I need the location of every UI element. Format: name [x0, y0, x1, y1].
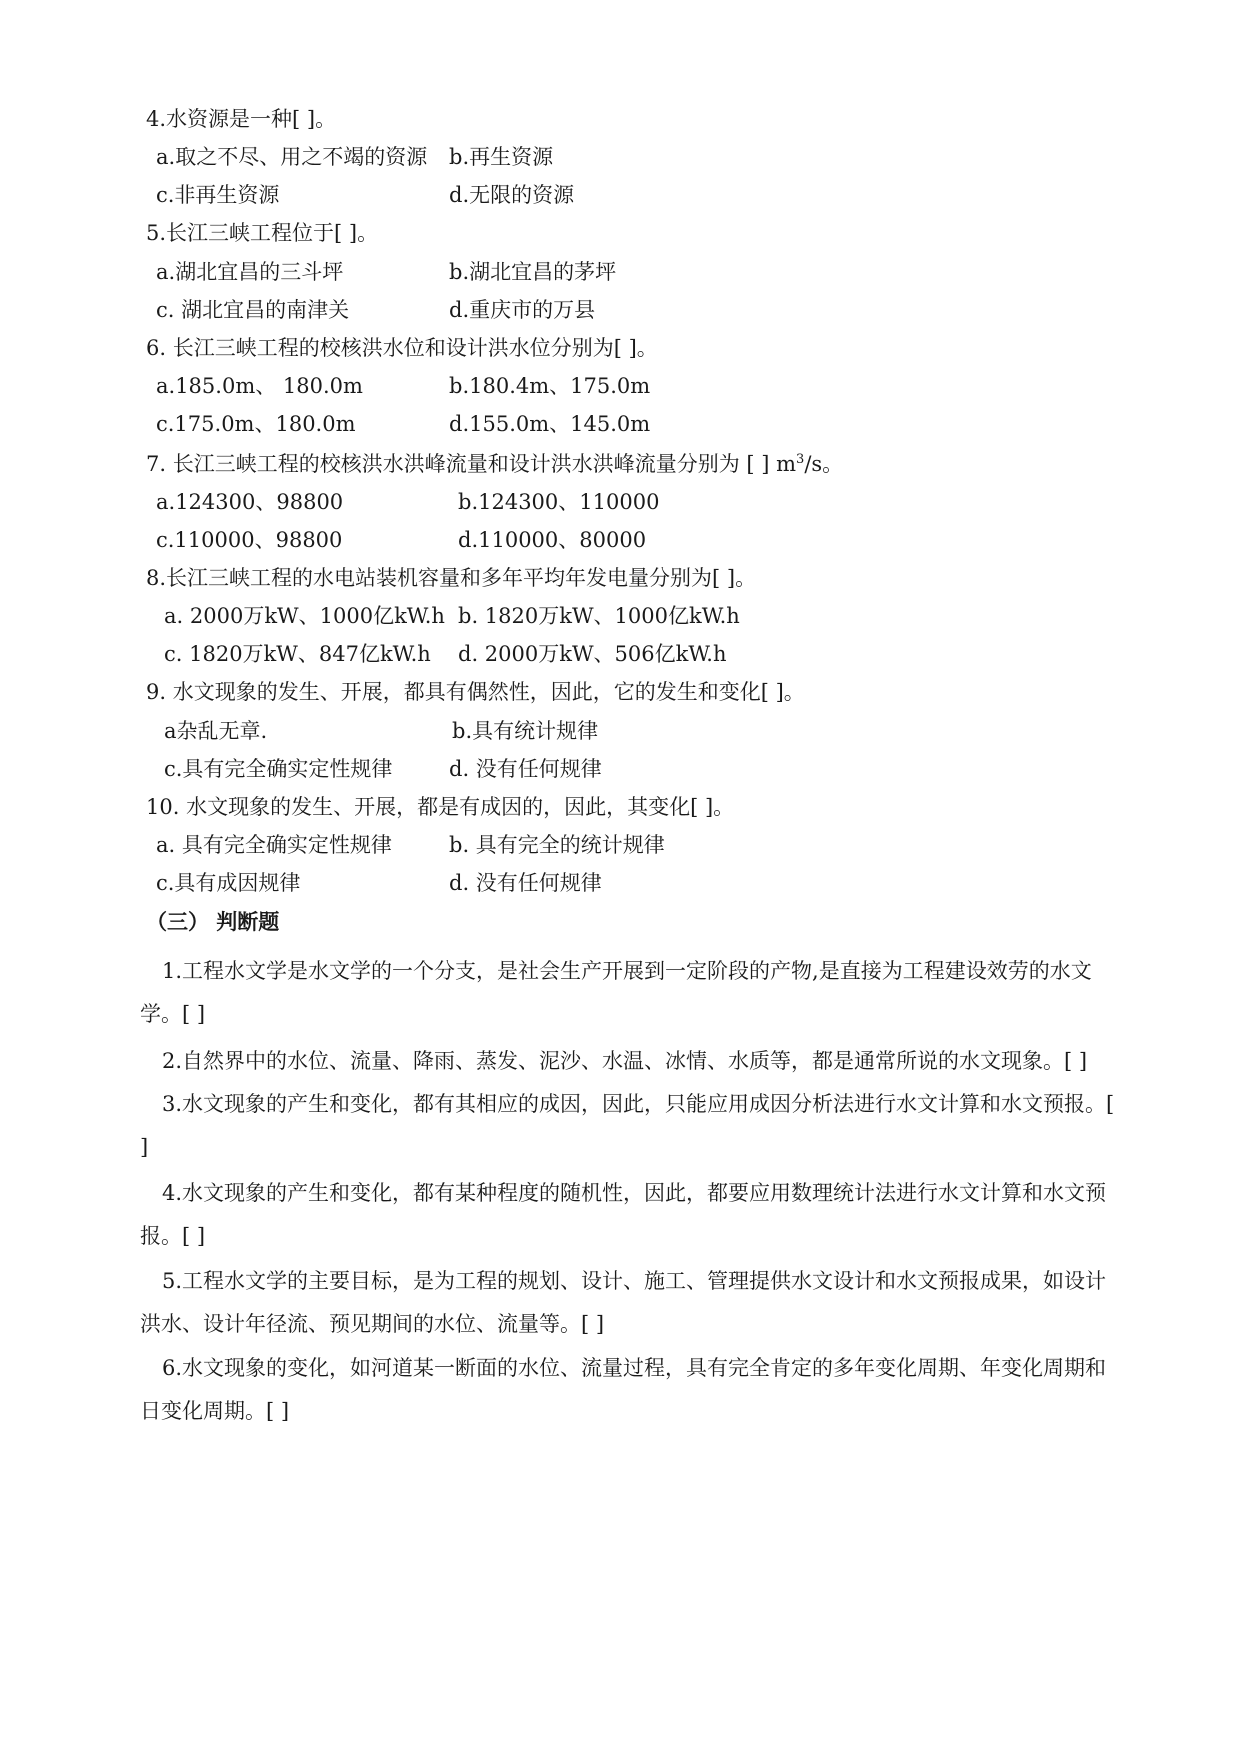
- question-10-option-c: c.具有成因规律: [156, 871, 301, 895]
- question-6-option-d: d.155.0m、145.0m: [449, 412, 651, 436]
- question-6-option-c: c.175.0m、180.0m: [156, 412, 356, 436]
- judgement-item-2: 2.自然界中的水位、流量、降雨、蒸发、泥沙、水温、冰情、水质等，都是通常所说的水文现象。[ ]: [162, 1049, 1088, 1073]
- question-5-stem: 5.长江三峡工程位于[ ]。: [146, 221, 379, 245]
- judgement-item-4: 4.水文现象的产生和变化，都有某种程度的随机性，因此，都要应用数理统计法进行水文计算和水文预报。[ ]: [140, 1181, 1107, 1248]
- question-9-option-b: b.具有统计规律: [452, 719, 599, 743]
- question-7-option-b: b.124300、110000: [458, 490, 660, 514]
- question-4-option-b: b.再生资源: [449, 145, 554, 169]
- question-4-option-d: d.无限的资源: [449, 183, 575, 207]
- question-7-option-a: a.124300、98800: [156, 490, 344, 514]
- question-8-stem: 8.长江三峡工程的水电站装机容量和多年平均年发电量分别为[ ]。: [146, 566, 757, 590]
- question-8-option-c: c. 1820万kW、847亿kW.h: [164, 642, 431, 666]
- question-7-stem-superscript: 3: [796, 452, 805, 467]
- question-5-option-d: d.重庆市的万县: [449, 298, 596, 322]
- question-7-stem: [146, 449, 843, 479]
- question-8-option-a: a. 2000万kW、1000亿kW.h: [164, 604, 445, 628]
- question-9-option-c: c.具有完全确实定性规律: [164, 757, 393, 781]
- question-5-option-c: c. 湖北宜昌的南津关: [156, 298, 350, 322]
- question-7-option-d: d.110000、80000: [458, 528, 647, 552]
- question-8-option-b: b. 1820万kW、1000亿kW.h: [458, 604, 740, 628]
- question-7-option-c: c.110000、98800: [156, 528, 343, 552]
- judgement-item-5: 5.工程水文学的主要目标，是为工程的规划、设计、施工、管理提供水文设计和水文预报成果，如设计洪水、设计年径流、预见期间的水位、流量等。[ ]: [140, 1269, 1107, 1336]
- judgement-item-6: 6.水文现象的变化，如河道某一断面的水位、流量过程，具有完全肯定的多年变化周期、年变化周期和日变化周期。[ ]: [140, 1356, 1107, 1423]
- section-title: （三） 判断题: [146, 910, 280, 934]
- question-10-option-b: b. 具有完全的统计规律: [449, 833, 665, 857]
- question-7-stem-unit: /s。: [804, 452, 844, 476]
- question-4-option-a: a.取之不尽、用之不竭的资源: [156, 145, 428, 169]
- question-10-stem: 10. 水文现象的发生、开展，都是有成因的，因此，其变化[ ]。: [146, 795, 735, 819]
- question-4-stem: 4.水资源是一种[ ]。: [146, 107, 337, 131]
- question-6-option-b: b.180.4m、175.0m: [449, 374, 651, 398]
- question-7-stem-text: 7. 长江三峡工程的校核洪水洪峰流量和设计洪水洪峰流量分别为 [ ] m: [146, 452, 797, 476]
- question-10-option-d: d. 没有任何规律: [449, 871, 602, 895]
- question-9-option-a: a杂乱无章.: [164, 719, 268, 743]
- question-8-option-d: d. 2000万kW、506亿kW.h: [458, 642, 727, 666]
- question-10-option-a: a. 具有完全确实定性规律: [156, 833, 392, 857]
- question-9-stem: 9. 水文现象的发生、开展，都具有偶然性，因此，它的发生和变化[ ]。: [146, 680, 805, 704]
- question-5-option-b: b.湖北宜昌的茅坪: [449, 260, 617, 284]
- question-6-option-a: a.185.0m、 180.0m: [156, 374, 363, 398]
- judgement-item-3: 3.水文现象的产生和变化，都有其相应的成因，因此，只能应用成因分析法进行水文计算和水文预报。[ ]: [140, 1092, 1115, 1159]
- judgement-item-1: 1.工程水文学是水文学的一个分支，是社会生产开展到一定阶段的产物,是直接为工程建设效劳的水文学。[ ]: [140, 959, 1092, 1026]
- question-4-option-c: c.非再生资源: [156, 183, 280, 207]
- question-9-option-d: d. 没有任何规律: [449, 757, 602, 781]
- question-6-stem: 6. 长江三峡工程的校核洪水位和设计洪水位分别为[ ]。: [146, 336, 658, 360]
- question-5-option-a: a.湖北宜昌的三斗坪: [156, 260, 344, 284]
